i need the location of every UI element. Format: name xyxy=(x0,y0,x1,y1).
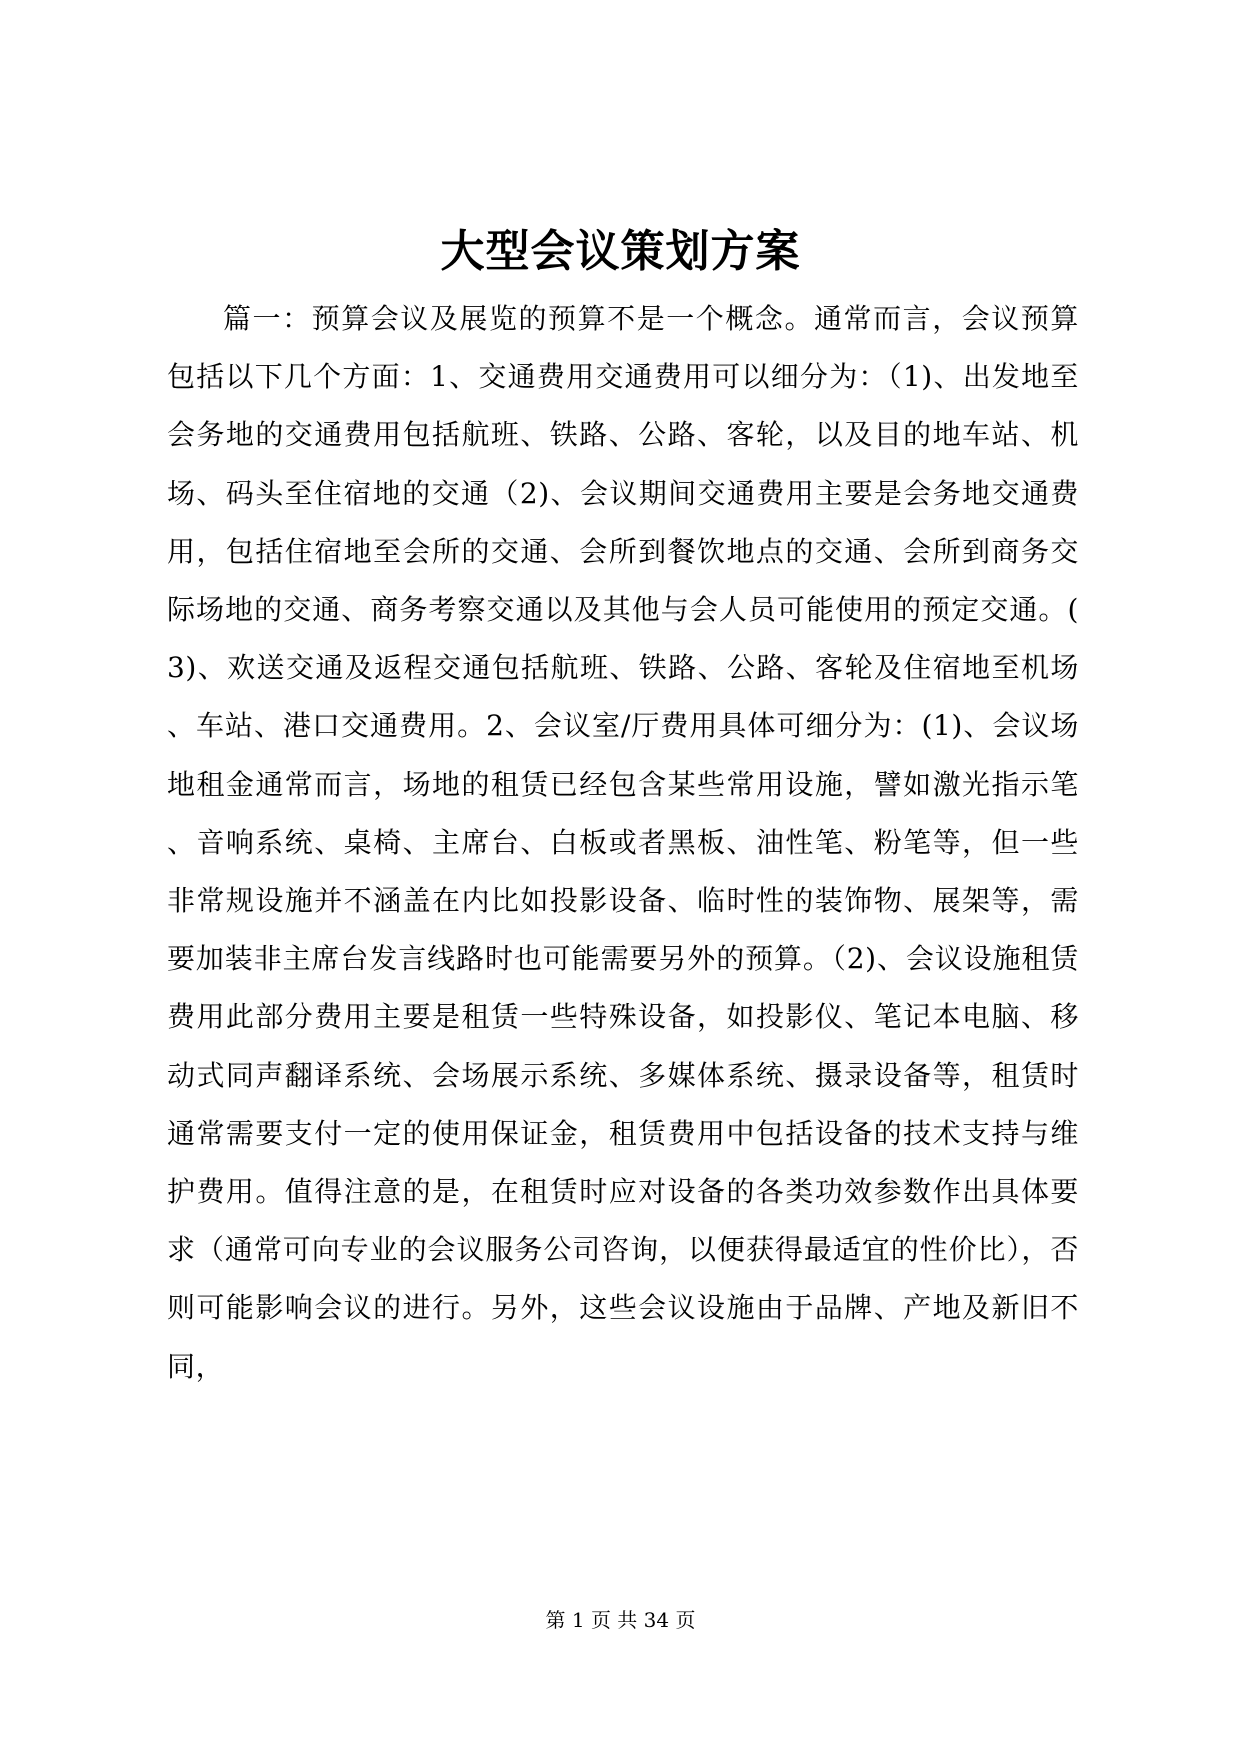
document-title: 大型会议策划方案 xyxy=(440,226,801,277)
document-body-paragraph: 篇一：预算会议及展览的预算不是一个概念。通常而言，会议预算包括以下几个方面：1、交通费用交通费用可以细分为：（1)、出发地至会务地的交通费用包括航班、铁路、公路、客轮，以及目的地车站、机场、码头至住宿地的交通（2)、会议期间交通费用主要是会务地交通费用，包括住宿地至会所的交通、会所到餐饮地点的交通、会所到商务交际场地的交通、商务考察交通以及其他与会人员可能使用的预定交通。(3)、欢送交通及返程交通包括航班、铁路、公路、客轮及住宿地至机场、车站、港口交通费用。2、会议室/厅费用具体可细分为：(1)、会议场地租金通常而言，场地的租赁已经包含某些常用设施，譬如激光指示笔、音响系统、桌椅、主席台、白板或者黑板、油性笔、粉笔等，但一些非常规设施并不涵盖在内比如投影设备、临时性的装饰物、展架等，需要加装非主席台发言线路时也可能需要另外的预算。（2)、会议设施租赁费用此部分费用主要是租赁一些特殊设备，如投影仪、笔记本电脑、移动式同声翻译系统、会场展示系统、多媒体系统、摄录设备等，租赁时通常需要支付一定的使用保证金，租赁费用中包括设备的技术支持与维护费用。值得注意的是，在租赁时应对设备的各类功效参数作出具体要求（通常可向专业的会议服务公司咨询，以便获得最适宜的性价比），否则可能影响会议的进行。另外，这些会议设施由于品牌、产地及新旧不同， xyxy=(167,302,1079,1383)
page-number-footer: 第 1 页 共 34 页 xyxy=(545,1608,696,1632)
